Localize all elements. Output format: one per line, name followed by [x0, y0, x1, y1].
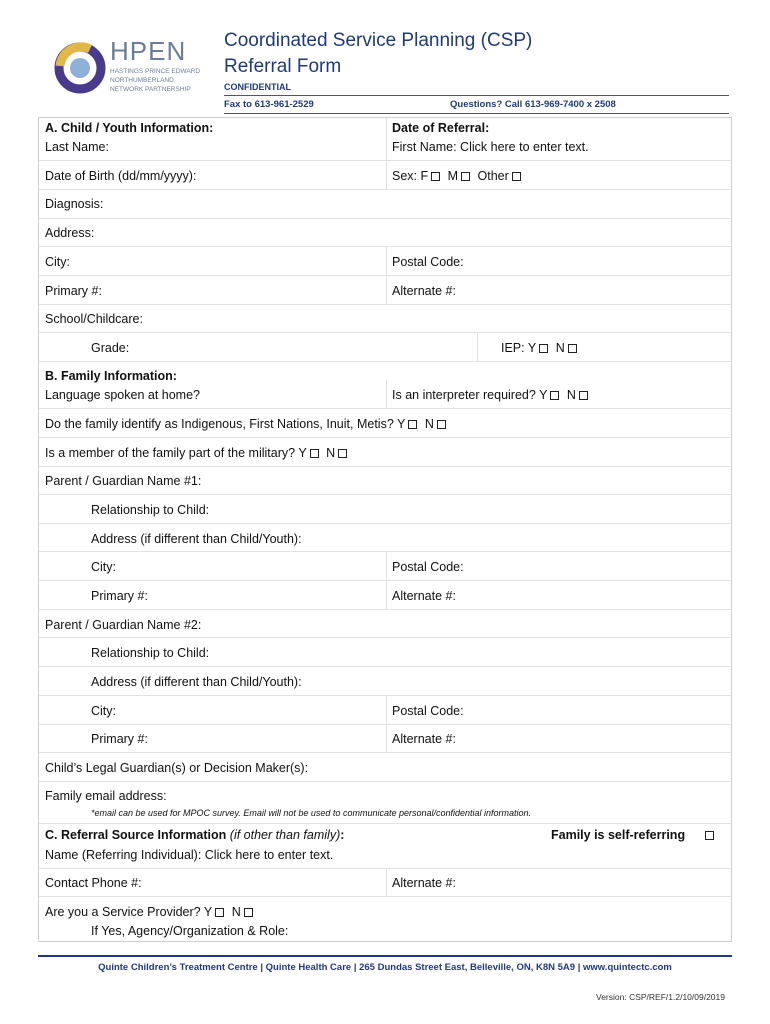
- section-c-title-colon: :: [340, 828, 345, 842]
- row-dob: [39, 160, 731, 190]
- agency-role-field[interactable]: If Yes, Agency/Organization & Role:: [91, 924, 289, 938]
- military-yes-label: Y: [298, 446, 307, 460]
- guardian1-name-field[interactable]: Parent / Guardian Name #1:: [45, 474, 202, 488]
- row-family-email: [39, 781, 731, 824]
- dob-field[interactable]: Date of Birth (dd/mm/yyyy):: [45, 169, 197, 183]
- contact-phone-field[interactable]: Contact Phone #:: [45, 876, 142, 890]
- guardian2-name-field[interactable]: Parent / Guardian Name #2:: [45, 618, 202, 632]
- guardian1-alternate-field[interactable]: Alternate #:: [392, 589, 456, 603]
- logo-mark-icon: [50, 36, 108, 96]
- service-provider-field: [45, 905, 257, 919]
- iep-yes-label: Y: [527, 341, 537, 355]
- referring-name-field[interactable]: Name (Referring Individual): Click here to enter text.: [45, 848, 334, 862]
- row-referring-name: [39, 823, 731, 869]
- header-divider: [224, 95, 729, 96]
- row-guardian1-phone: [39, 580, 731, 610]
- iep-label: IEP:: [501, 341, 525, 355]
- last-name-field[interactable]: Last Name:: [45, 140, 109, 154]
- iep-no-label: N: [555, 341, 565, 355]
- referral-form: [38, 117, 732, 942]
- org-short-name: HPEN: [110, 36, 187, 66]
- row-guardian2: [39, 609, 731, 638]
- org-line-3: NETWORK PARTNERSHIP: [110, 86, 191, 93]
- provider-yes-label: Y: [203, 905, 213, 919]
- row-legal-guardian: [39, 752, 731, 782]
- guardian1-postal-field[interactable]: Postal Code:: [392, 560, 464, 574]
- row-guardian1-relationship: [39, 494, 731, 524]
- service-provider-label: Are you a Service Provider?: [45, 905, 201, 919]
- row-guardian2-relationship: [39, 637, 731, 667]
- self-referring-label: Family is self-referring: [551, 828, 686, 842]
- row-guardian1: [39, 466, 731, 495]
- date-of-referral-field[interactable]: Date of Referral:: [392, 121, 490, 135]
- guardian2-alternate-field[interactable]: Alternate #:: [392, 732, 456, 746]
- language-field[interactable]: Language spoken at home?: [45, 388, 200, 402]
- section-a-title: A. Child / Youth Information:: [45, 121, 214, 135]
- guardian2-postal-field[interactable]: Postal Code:: [392, 704, 464, 718]
- confidential-label: CONFIDENTIAL: [224, 82, 291, 92]
- section-b-title: B. Family Information:: [45, 369, 177, 383]
- address-field[interactable]: Address:: [45, 226, 95, 240]
- interpreter-label: Is an interpreter required?: [392, 388, 536, 402]
- provider-no-label: N: [231, 905, 241, 919]
- referrer-alternate-field[interactable]: Alternate #:: [392, 876, 456, 890]
- military-no-label: N: [326, 446, 336, 460]
- section-c-title-italic: (if other than family): [229, 828, 341, 842]
- guardian1-relationship-field[interactable]: Relationship to Child:: [91, 503, 210, 517]
- title-line-2: Referral Form: [224, 56, 342, 77]
- guardian2-address-field[interactable]: Address (if different than Child/Youth):: [91, 675, 302, 689]
- org-line-1: HASTINGS PRINCE EDWARD: [110, 68, 201, 75]
- version-label: Version: CSP/REF/1.2/10/09/2019: [596, 992, 725, 1002]
- col-divider: [477, 332, 478, 361]
- sex-label: Sex:: [392, 169, 418, 183]
- row-guardian2-address: [39, 666, 731, 696]
- email-note: *email can be used for MPOC survey. Email will not be used to communicate personal/confidential information.: [91, 808, 532, 818]
- indigenous-no-label: N: [424, 417, 434, 431]
- row-diagnosis: [39, 189, 731, 219]
- row-guardian2-city: [39, 695, 731, 725]
- guardian2-primary-field[interactable]: Primary #:: [91, 732, 148, 746]
- guardian1-primary-field[interactable]: Primary #:: [91, 589, 148, 603]
- postal-code-field[interactable]: Postal Code:: [392, 255, 464, 269]
- row-grade: [39, 332, 731, 362]
- header-divider-2: [224, 113, 729, 114]
- provider-no-checkbox[interactable]: [244, 908, 253, 917]
- indigenous-yes-label: Y: [397, 417, 406, 431]
- row-city: [39, 246, 731, 276]
- row-phone: [39, 275, 731, 305]
- primary-phone-field[interactable]: Primary #:: [45, 284, 102, 298]
- fax-number: Fax to 613-961-2529: [224, 99, 314, 110]
- section-c-title-text: C. Referral Source Information: [45, 828, 227, 842]
- guardian2-relationship-field[interactable]: Relationship to Child:: [91, 646, 210, 660]
- row-language: [39, 361, 731, 409]
- row-school: [39, 304, 731, 333]
- col-divider: [386, 380, 387, 408]
- provider-yes-checkbox[interactable]: [215, 908, 224, 917]
- sex-m-label: M: [447, 169, 459, 183]
- questions-phone: Questions? Call 613-969-7400 x 2508: [450, 99, 616, 110]
- form-title: [224, 28, 532, 80]
- row-address: [39, 218, 731, 247]
- interpreter-no-label: N: [566, 388, 576, 402]
- family-email-field[interactable]: Family email address:: [45, 789, 167, 803]
- footer-address: Quinte Children’s Treatment Centre | Quinte Health Care | 265 Dundas Street East, Belleville, ON, K8N 5A9 | www.quintectc.com: [98, 962, 672, 973]
- row-guardian1-city: [39, 551, 731, 581]
- title-line-1: Coordinated Service Planning (CSP): [224, 30, 533, 51]
- row-contact-phone: [39, 868, 731, 897]
- school-field[interactable]: School/Childcare:: [45, 312, 143, 326]
- legal-guardian-field[interactable]: Child’s Legal Guardian(s) or Decision Maker(s):: [45, 761, 309, 775]
- col-divider: [386, 118, 387, 189]
- col-divider: [386, 551, 387, 609]
- row-military: [39, 437, 731, 467]
- interpreter-yes-label: Y: [539, 388, 548, 402]
- sex-other-label: Other: [477, 169, 509, 183]
- hpen-logo: [50, 36, 210, 96]
- col-divider: [386, 246, 387, 304]
- org-line-2: NORTHUMBERLAND: [110, 77, 174, 84]
- military-label: Is a member of the family part of the military?: [45, 446, 296, 460]
- guardian1-city-field[interactable]: City:: [91, 560, 116, 574]
- alternate-phone-field[interactable]: Alternate #:: [392, 284, 456, 298]
- row-guardian1-address: [39, 523, 731, 552]
- col-divider: [386, 695, 387, 752]
- grade-field[interactable]: Grade:: [91, 341, 130, 355]
- col-divider: [386, 868, 387, 896]
- footer-divider: [38, 955, 732, 957]
- row-names: [39, 118, 731, 161]
- row-guardian2-phone: [39, 724, 731, 753]
- first-name-field[interactable]: First Name: Click here to enter text.: [392, 140, 589, 154]
- diagnosis-field[interactable]: Diagnosis:: [45, 197, 104, 211]
- indigenous-label: Do the family identify as Indigenous, First Nations, Inuit, Metis?: [45, 417, 394, 431]
- guardian2-city-field[interactable]: City:: [91, 704, 116, 718]
- guardian1-address-field[interactable]: Address (if different than Child/Youth):: [91, 532, 302, 546]
- row-indigenous: [39, 408, 731, 438]
- city-field[interactable]: City:: [45, 255, 70, 269]
- sex-f-label: F: [420, 169, 429, 183]
